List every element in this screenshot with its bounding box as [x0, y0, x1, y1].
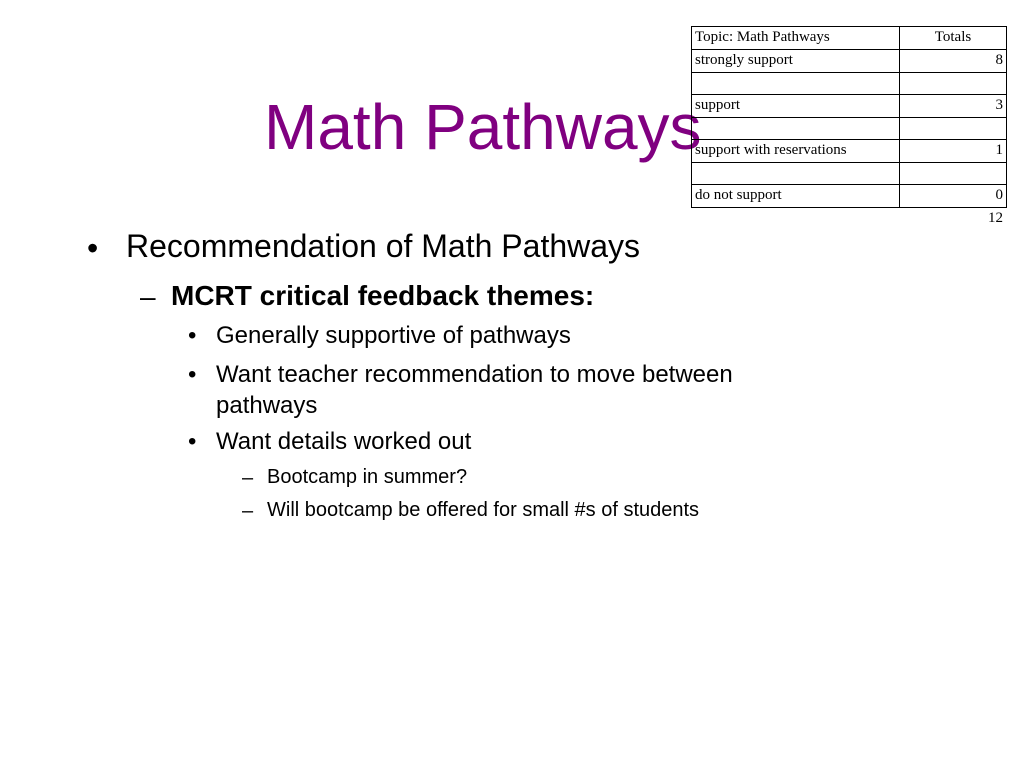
dash-marker: – — [242, 500, 254, 522]
tally-row-label: do not support — [692, 185, 900, 208]
tally-row-value: 8 — [900, 50, 1007, 73]
bullet-level2-text: MCRT critical feedback themes: — [171, 280, 595, 311]
bullet-level3-text: Generally supportive of pathways — [216, 322, 571, 349]
bullet-level1-text: Recommendation of Math Pathways — [126, 228, 641, 264]
tally-row — [692, 118, 1007, 140]
tally-row — [692, 140, 1007, 163]
dash-marker: – — [242, 467, 254, 489]
tally-table — [691, 26, 1007, 208]
tally-header-row — [692, 27, 1007, 50]
tally-header-totals: Totals — [900, 27, 1007, 50]
tally-row-label — [692, 118, 900, 140]
tally-row-value — [900, 73, 1007, 95]
bullet-marker: • — [188, 322, 197, 349]
tally-row-label — [692, 163, 900, 185]
tally-row — [692, 185, 1007, 208]
bullet-level3-text: Want teacher recommendation to move between — [216, 361, 733, 388]
tally-row-value — [900, 118, 1007, 140]
bullet-marker: • — [188, 361, 197, 388]
tally-row — [692, 73, 1007, 95]
tally-row-value: 3 — [900, 95, 1007, 118]
bullet-marker: • — [188, 428, 197, 455]
bullet-level3-continuation: pathways — [216, 392, 318, 419]
tally-row-value: 0 — [900, 185, 1007, 208]
bullet-level3-text: Want details worked out — [216, 428, 472, 455]
bullet-marker: • — [87, 230, 99, 266]
tally-row-label: support — [692, 95, 900, 118]
tally-row-label: strongly support — [692, 50, 900, 73]
tally-row-label — [692, 73, 900, 95]
tally-row — [692, 163, 1007, 185]
tally-row — [692, 50, 1007, 73]
bullet-level4-text: Will bootcamp be offered for small #s of students — [267, 499, 700, 521]
tally-header-topic: Topic: Math Pathways — [692, 27, 900, 50]
tally-row-value: 1 — [900, 140, 1007, 163]
tally-row-value — [900, 163, 1007, 185]
tally-grand-total: 12 — [988, 210, 1003, 226]
tally-row — [692, 95, 1007, 118]
bullet-level4-text: Bootcamp in summer? — [267, 466, 468, 488]
slide-title: Math Pathways — [264, 91, 702, 163]
tally-row-label: support with reservations — [692, 140, 900, 163]
dash-marker: – — [140, 281, 156, 312]
